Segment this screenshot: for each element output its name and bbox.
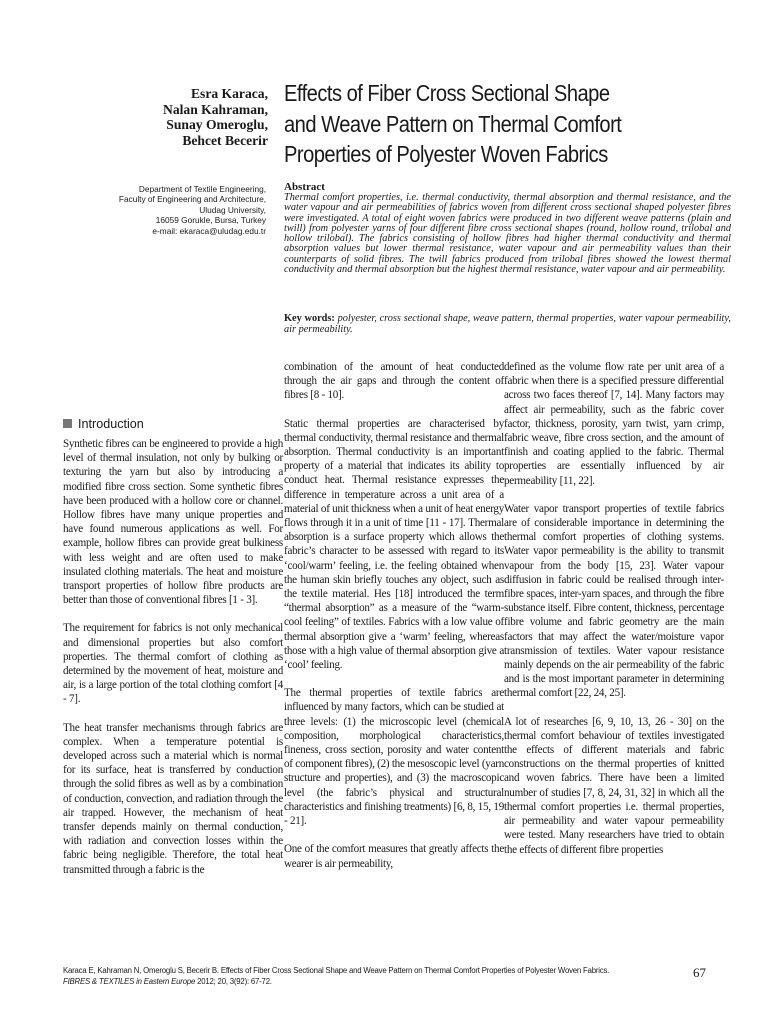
- paragraph: One of the comfort measures that greatly affects the wearer is air permeability,: [284, 843, 504, 870]
- paragraph: The requirement for fabrics is not only mechanical and dimensional properties but also comfort properties. The thermal comfort of clothing as determined by the movement of heat, moisture and air, is a large portion of the total clothing comfort [4 - 7].: [63, 622, 283, 706]
- section-heading-label: Introduction: [78, 417, 144, 431]
- keywords-text: polyester, cross sectional shape, weave pattern, thermal properties, water vapour permeability, air permeability.: [284, 313, 731, 335]
- title-line: and Weave Pattern on Thermal Comfort: [284, 110, 622, 137]
- author-name: Sunay Omeroglu,: [166, 117, 268, 132]
- text-column-2: [284, 360, 504, 885]
- paragraph: A lot of researches [6, 9, 10, 13, 26 - 30] on the thermal comfort behaviour of textiles investigated the effects of different materials and fabric constructions on the thermal properties of knitted and woven fabrics. There have been a limited number of studies [7, 8, 24, 31, 32] in which all the thermal comfort properties i.e. thermal properties, air permeability and water vapour permeability were tested. Many researchers have tried to obtain the effects of different fibre properties: [504, 715, 724, 856]
- title-line: Effects of Fiber Cross Sectional Shape: [284, 80, 610, 106]
- abstract-text: Thermal comfort properties, i.e. thermal conductivity, thermal absorption and thermal resistance, and the water vapour and air permeabilities of fabrics woven from different cross sectional shaped polyester fibres were investigated. A total of eight woven fabrics were produced in two different weave patterns (plain and twill) from polyester yarns of four different fibre cross sectional shapes (round, hollow round, trilobal and hollow trilobal). The fabrics consisting of hollow fibres had higher thermal conductivity and thermal absorption values but lower thermal resistance, water vapour and air permeability values than their counterparts of solid fibres. The twill fabrics produced from trilobal fibres showed the lowest thermal conductivity and thermal absorption but the highest thermal resistance, water vapour and air permeability.: [284, 192, 731, 276]
- journal-issue: 2012; 20, 3(92): 67-72.: [195, 976, 272, 986]
- section-heading-introduction: [63, 416, 144, 432]
- author-name: Behcet Becerir: [182, 132, 268, 148]
- square-bullet-icon: [63, 419, 72, 428]
- paragraph: The heat transfer mechanisms through fabrics are complex. When a temperature potential is developed across such a material which is normal for its surface, heat is transferred by conduction through the solid fibres as well as by a combination of conduction, convection, and radiation through the air trapped. However, the mechanism of heat transfer depends mainly on thermal conduction, with radiation and convection losses within the fabric being negligible. Therefore, the total heat transmitted through a fabric is the: [63, 721, 283, 876]
- author-name: Nalan Kahraman,: [163, 101, 268, 117]
- paragraph: Synthetic fibres can be engineered to provide a high level of thermal insulation, not only by bulking or texturing the yarn but also by introducing a modified fibre cross section. Some synthetic fibres have been produced with a hollow core or channel. Hollow fibres have many unique properties and have found numerous applications as well. For example, hollow fibres can provide great bulkiness with less weight and are often used to make insulated clothing materials. The heat and moisture transport properties of hollow fibre products are better than those of conventional fibres [1 - 3].: [63, 438, 283, 607]
- paragraph: defined as the volume flow rate per unit area of a fabric when there is a specified pressure differential across two faces thereof [7, 14]. Many factors may affect air permeability, such as the fabric cover factor, thickness, porosity, yarn twist, yarn crimp, fabric weave, fibre cross section, and the amount of finish and coating applied to the fabric. Thermal properties are essentially influenced by air permeability [11, 22].: [504, 361, 724, 487]
- title-line: Properties of Polyester Woven Fabrics: [284, 141, 608, 167]
- author-list: [120, 86, 268, 148]
- author-email: e-mail: ekaraca@uludag.edu.tr: [152, 225, 266, 236]
- affiliation-line: Faculty of Engineering and Architecture,: [118, 194, 266, 205]
- affiliation-line: Department of Textile Engineering,: [138, 184, 266, 194]
- text-column-3: [504, 360, 724, 871]
- footer-journal-line: [63, 977, 603, 988]
- affiliation-line: Uludag University,: [199, 204, 266, 215]
- affiliation: [70, 184, 266, 236]
- paragraph: combination of the amount of heat conducted through the air gaps and through the content of fibres [8 - 10].: [284, 361, 504, 402]
- page-number: 67: [693, 965, 706, 980]
- paragraph: Static thermal properties are characterised by thermal conductivity, thermal resistance and thermal absorption. Thermal conductivity is an important property of a material that indicates its ability to conduct heat. Thermal resistance expresses the difference in temperature across a unit area of a material of unit thickness when a unit of heat energy flows through it in a unit of time [11 - 17]. Thermal absorption is a surface property which allows the fabric’s character to be assessed with regard to its ‘cool/warm’ feeling, i.e. the feeling obtained when the human skin briefly touches any object, such as the textile material. Hes [18] introduced the term “thermal absorption” as a measure of the “warm-cool feeling” of textiles. Fabrics with a low value of thermal absorption give a ‘warm’ feeling, whereas those with a high value of thermal absorption give a ‘cool’ feeling.: [284, 417, 504, 672]
- footer-citation: Karaca E, Kahraman N, Omeroglu S, Becerir B. Effects of Fiber Cross Sectional Shape and Weave Pattern on Thermal Comfort Properties of Polyester Woven Fabrics.: [63, 966, 610, 975]
- keywords: [284, 314, 731, 335]
- abstract-heading: Abstract: [284, 181, 325, 193]
- paragraph: The thermal properties of textile fabrics are influenced by many factors, which can be studied at three levels: (1) the microscopic level (chemical composition, morphological characteristics, fineness, cross section, porosity and water content of component fibres), (2) the mesoscopic level (yarn structure and properties), and (3) the macroscopic level (the fabric’s physical and structural characteristics and finishing treatments) [6, 8, 15, 19 - 21].: [284, 687, 504, 828]
- paper-title: [284, 78, 680, 170]
- text-column-1: [63, 437, 283, 891]
- affiliation-line: 16059 Gorukle, Bursa, Turkey: [155, 215, 266, 226]
- journal-name: FIBRES & TEXTILES in Eastern Europe: [63, 976, 196, 986]
- author-name: Esra Karaca,: [190, 86, 268, 101]
- paragraph: Water vapor transport properties of textile fabrics are of considerable importance in determining the thermal comfort properties of clothing systems. Water vapor permeability is the ability to transmit vapour from the body [15, 23]. Water vapour diffusion in fabric could be realised through inter-fibre spaces, inter-yarn spaces, and through the fibre substance itself. Fibre content, thickness, percentage fibre volume and fabric geometry are the main factors that may affect the water/moisture vapor transmission of textiles. Water vapour resistance mainly depends on the air permeability of the fabric and is the most important parameter in determining thermal comfort [22, 24, 25].: [504, 502, 724, 700]
- keywords-label: Key words:: [284, 313, 335, 324]
- page-footer: [63, 966, 610, 987]
